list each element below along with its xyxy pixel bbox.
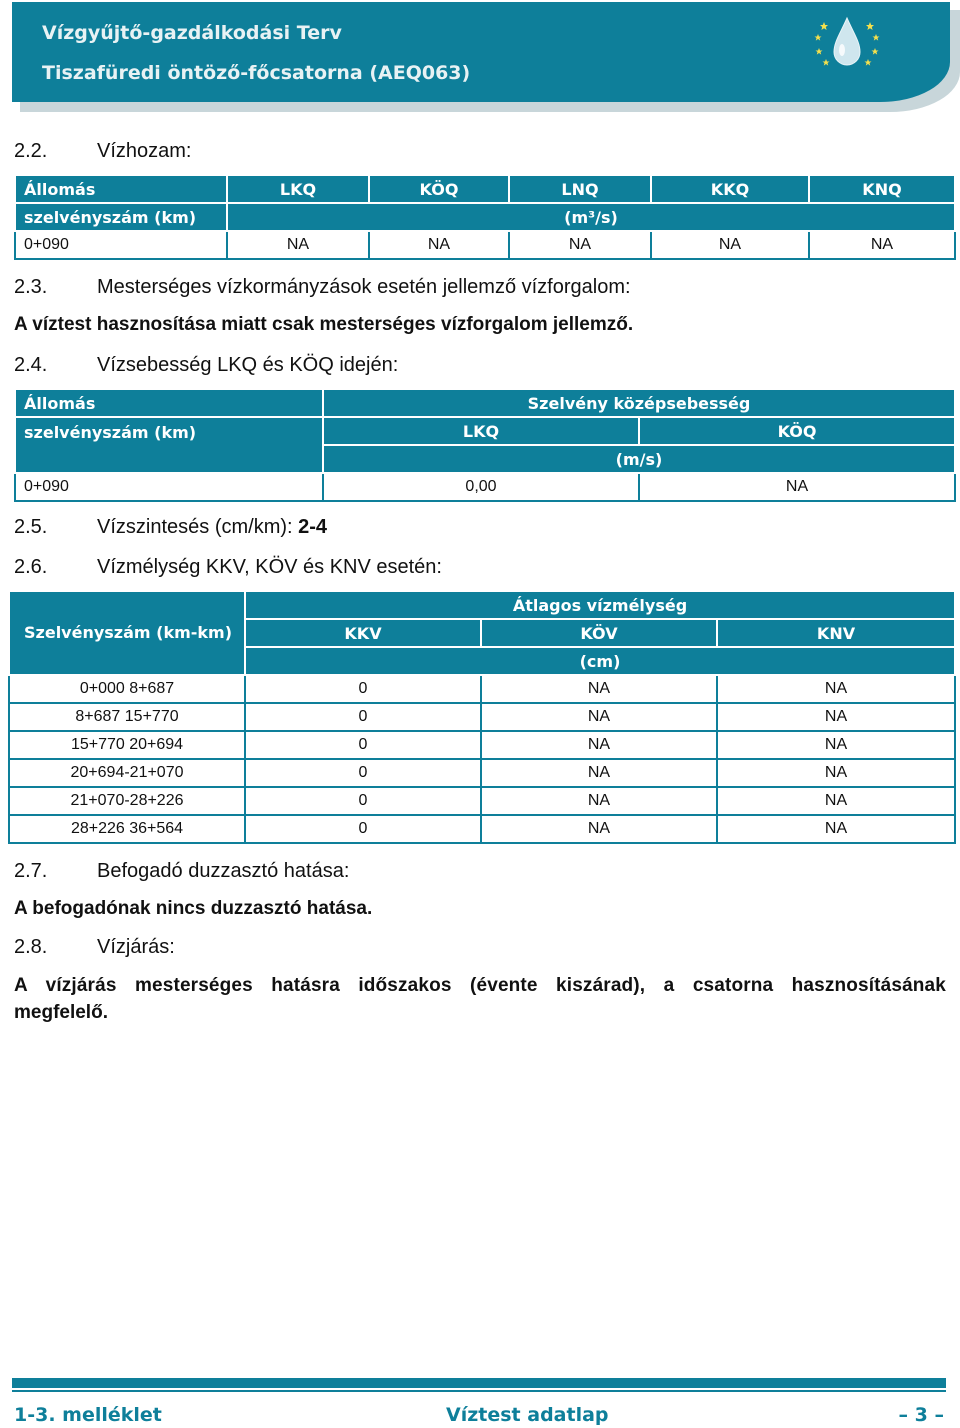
table-row [9, 675, 955, 703]
footer-document-label: Víztest adatlap [446, 1404, 609, 1426]
table-row [9, 787, 955, 815]
banner-background [12, 2, 950, 102]
table-cell: 15+770 20+694 [9, 731, 245, 759]
table-header-station: Állomás [15, 175, 227, 203]
table-cell: NA [639, 473, 955, 501]
table-cell: 0 [245, 675, 481, 703]
table-row [9, 759, 955, 787]
section-2-3-text: A víztest hasznosítása miatt csak mesterséges vízforgalom jellemző. [14, 314, 634, 335]
table-cell: NA [717, 787, 955, 815]
table-header-koq: KÖQ [369, 175, 509, 203]
table-cell: NA [481, 759, 717, 787]
table-header-station: Állomás [15, 389, 323, 417]
section-number: 2.7. [14, 860, 48, 882]
table-cell: 0+090 [15, 231, 227, 259]
table-cell: NA [651, 231, 809, 259]
table-header-group: Szelvény középsebesség [323, 389, 955, 417]
table-cell: NA [369, 231, 509, 259]
table-header-unit: (m³/s) [227, 203, 955, 231]
table-cell: 0 [245, 759, 481, 787]
table-cell: 28+226 36+564 [9, 815, 245, 843]
table-header-knq: KNQ [809, 175, 955, 203]
velocity-table [14, 388, 956, 502]
table-header-lkq: LKQ [227, 175, 369, 203]
section-2-8-text-line1: A vízjárás mesterséges hatásra időszakos (évente kiszárad), a csatorna hasznosításának [14, 975, 946, 996]
section-2-6-heading [14, 556, 914, 582]
table-cell: 0,00 [323, 473, 639, 501]
table-cell: 0 [245, 703, 481, 731]
table-cell: 0+000 8+687 [9, 675, 245, 703]
table-cell: NA [809, 231, 955, 259]
table-cell: NA [509, 231, 651, 259]
table-header-kkv: KKV [245, 619, 481, 647]
table-header-kkq: KKQ [651, 175, 809, 203]
section-title: Befogadó duzzasztó hatása: [97, 860, 350, 882]
section-number: 2.8. [14, 936, 48, 958]
section-title: Vízmélység KKV, KÖV és KNV esetén: [97, 556, 442, 578]
depth-table [8, 590, 956, 844]
table-cell: 0 [245, 731, 481, 759]
page-number: – 3 – [898, 1404, 944, 1426]
table-header-chainage: szelvényszám (km) [15, 203, 227, 231]
table-header-group: Átlagos vízmélység [245, 591, 955, 619]
table-header-lkq: LKQ [323, 417, 639, 445]
table-header-station: Szelvényszám (km-km) [9, 591, 245, 675]
table-header-unit: (cm) [245, 647, 955, 675]
table-header-unit: (m/s) [323, 445, 955, 473]
table-cell: NA [481, 815, 717, 843]
section-title: Vízszintesés (cm/km): [97, 516, 293, 538]
section-number: 2.4. [14, 354, 48, 376]
table-cell: NA [481, 675, 717, 703]
section-number: 2.2. [14, 140, 48, 162]
section-2-7-text: A befogadónak nincs duzzasztó hatása. [14, 898, 373, 919]
table-header-knv: KNV [717, 619, 955, 647]
table-cell: NA [717, 815, 955, 843]
section-title-wrap [97, 516, 327, 539]
section-title: Vízhozam: [97, 140, 192, 162]
footer-divider [12, 1390, 946, 1392]
table-header-lnq: LNQ [509, 175, 651, 203]
section-2-7-heading [14, 860, 914, 886]
table-cell: 0+090 [15, 473, 323, 501]
section-number: 2.6. [14, 556, 48, 578]
section-number: 2.3. [14, 276, 48, 298]
table-cell: 21+070-28+226 [9, 787, 245, 815]
table-row [9, 815, 955, 843]
section-2-3-heading [14, 276, 914, 302]
table-header-chainage: szelvényszám (km) [15, 417, 323, 473]
table-cell: NA [481, 703, 717, 731]
footer-annex-label: 1-3. melléklet [14, 1404, 162, 1426]
section-2-2-heading [14, 140, 914, 166]
section-2-5-heading [14, 516, 914, 542]
water-drop-logo-icon [812, 12, 882, 72]
header-banner [0, 0, 960, 112]
section-title: Mesterséges vízkormányzások esetén jellemző vízforgalom: [97, 276, 631, 298]
table-cell: NA [481, 731, 717, 759]
document-title: Vízgyűjtő-gazdálkodási Terv [42, 22, 342, 44]
section-title: Vízsebesség LKQ és KÖQ idején: [97, 354, 399, 376]
table-header-koq: KÖQ [639, 417, 955, 445]
section-2-4-heading [14, 354, 914, 380]
table-cell: 20+694-21+070 [9, 759, 245, 787]
table-header-kov: KÖV [481, 619, 717, 647]
table-row [9, 731, 955, 759]
table-row [9, 703, 955, 731]
section-number: 2.5. [14, 516, 48, 538]
section-2-8-heading [14, 936, 914, 962]
discharge-table [14, 174, 956, 260]
table-cell: NA [717, 759, 955, 787]
table-cell: NA [481, 787, 717, 815]
table-cell: 0 [245, 787, 481, 815]
table-cell: 8+687 15+770 [9, 703, 245, 731]
section-2-8-text-line2: megfelelő. [14, 1002, 108, 1023]
table-cell: NA [717, 675, 955, 703]
table-cell: 0 [245, 815, 481, 843]
document-subtitle: Tiszafüredi öntöző-főcsatorna (AEQ063) [42, 62, 471, 84]
slope-value: 2-4 [298, 516, 328, 538]
section-title: Vízjárás: [97, 936, 175, 958]
footer-bar [12, 1378, 946, 1388]
table-cell: NA [227, 231, 369, 259]
table-cell: NA [717, 731, 955, 759]
table-cell: NA [717, 703, 955, 731]
